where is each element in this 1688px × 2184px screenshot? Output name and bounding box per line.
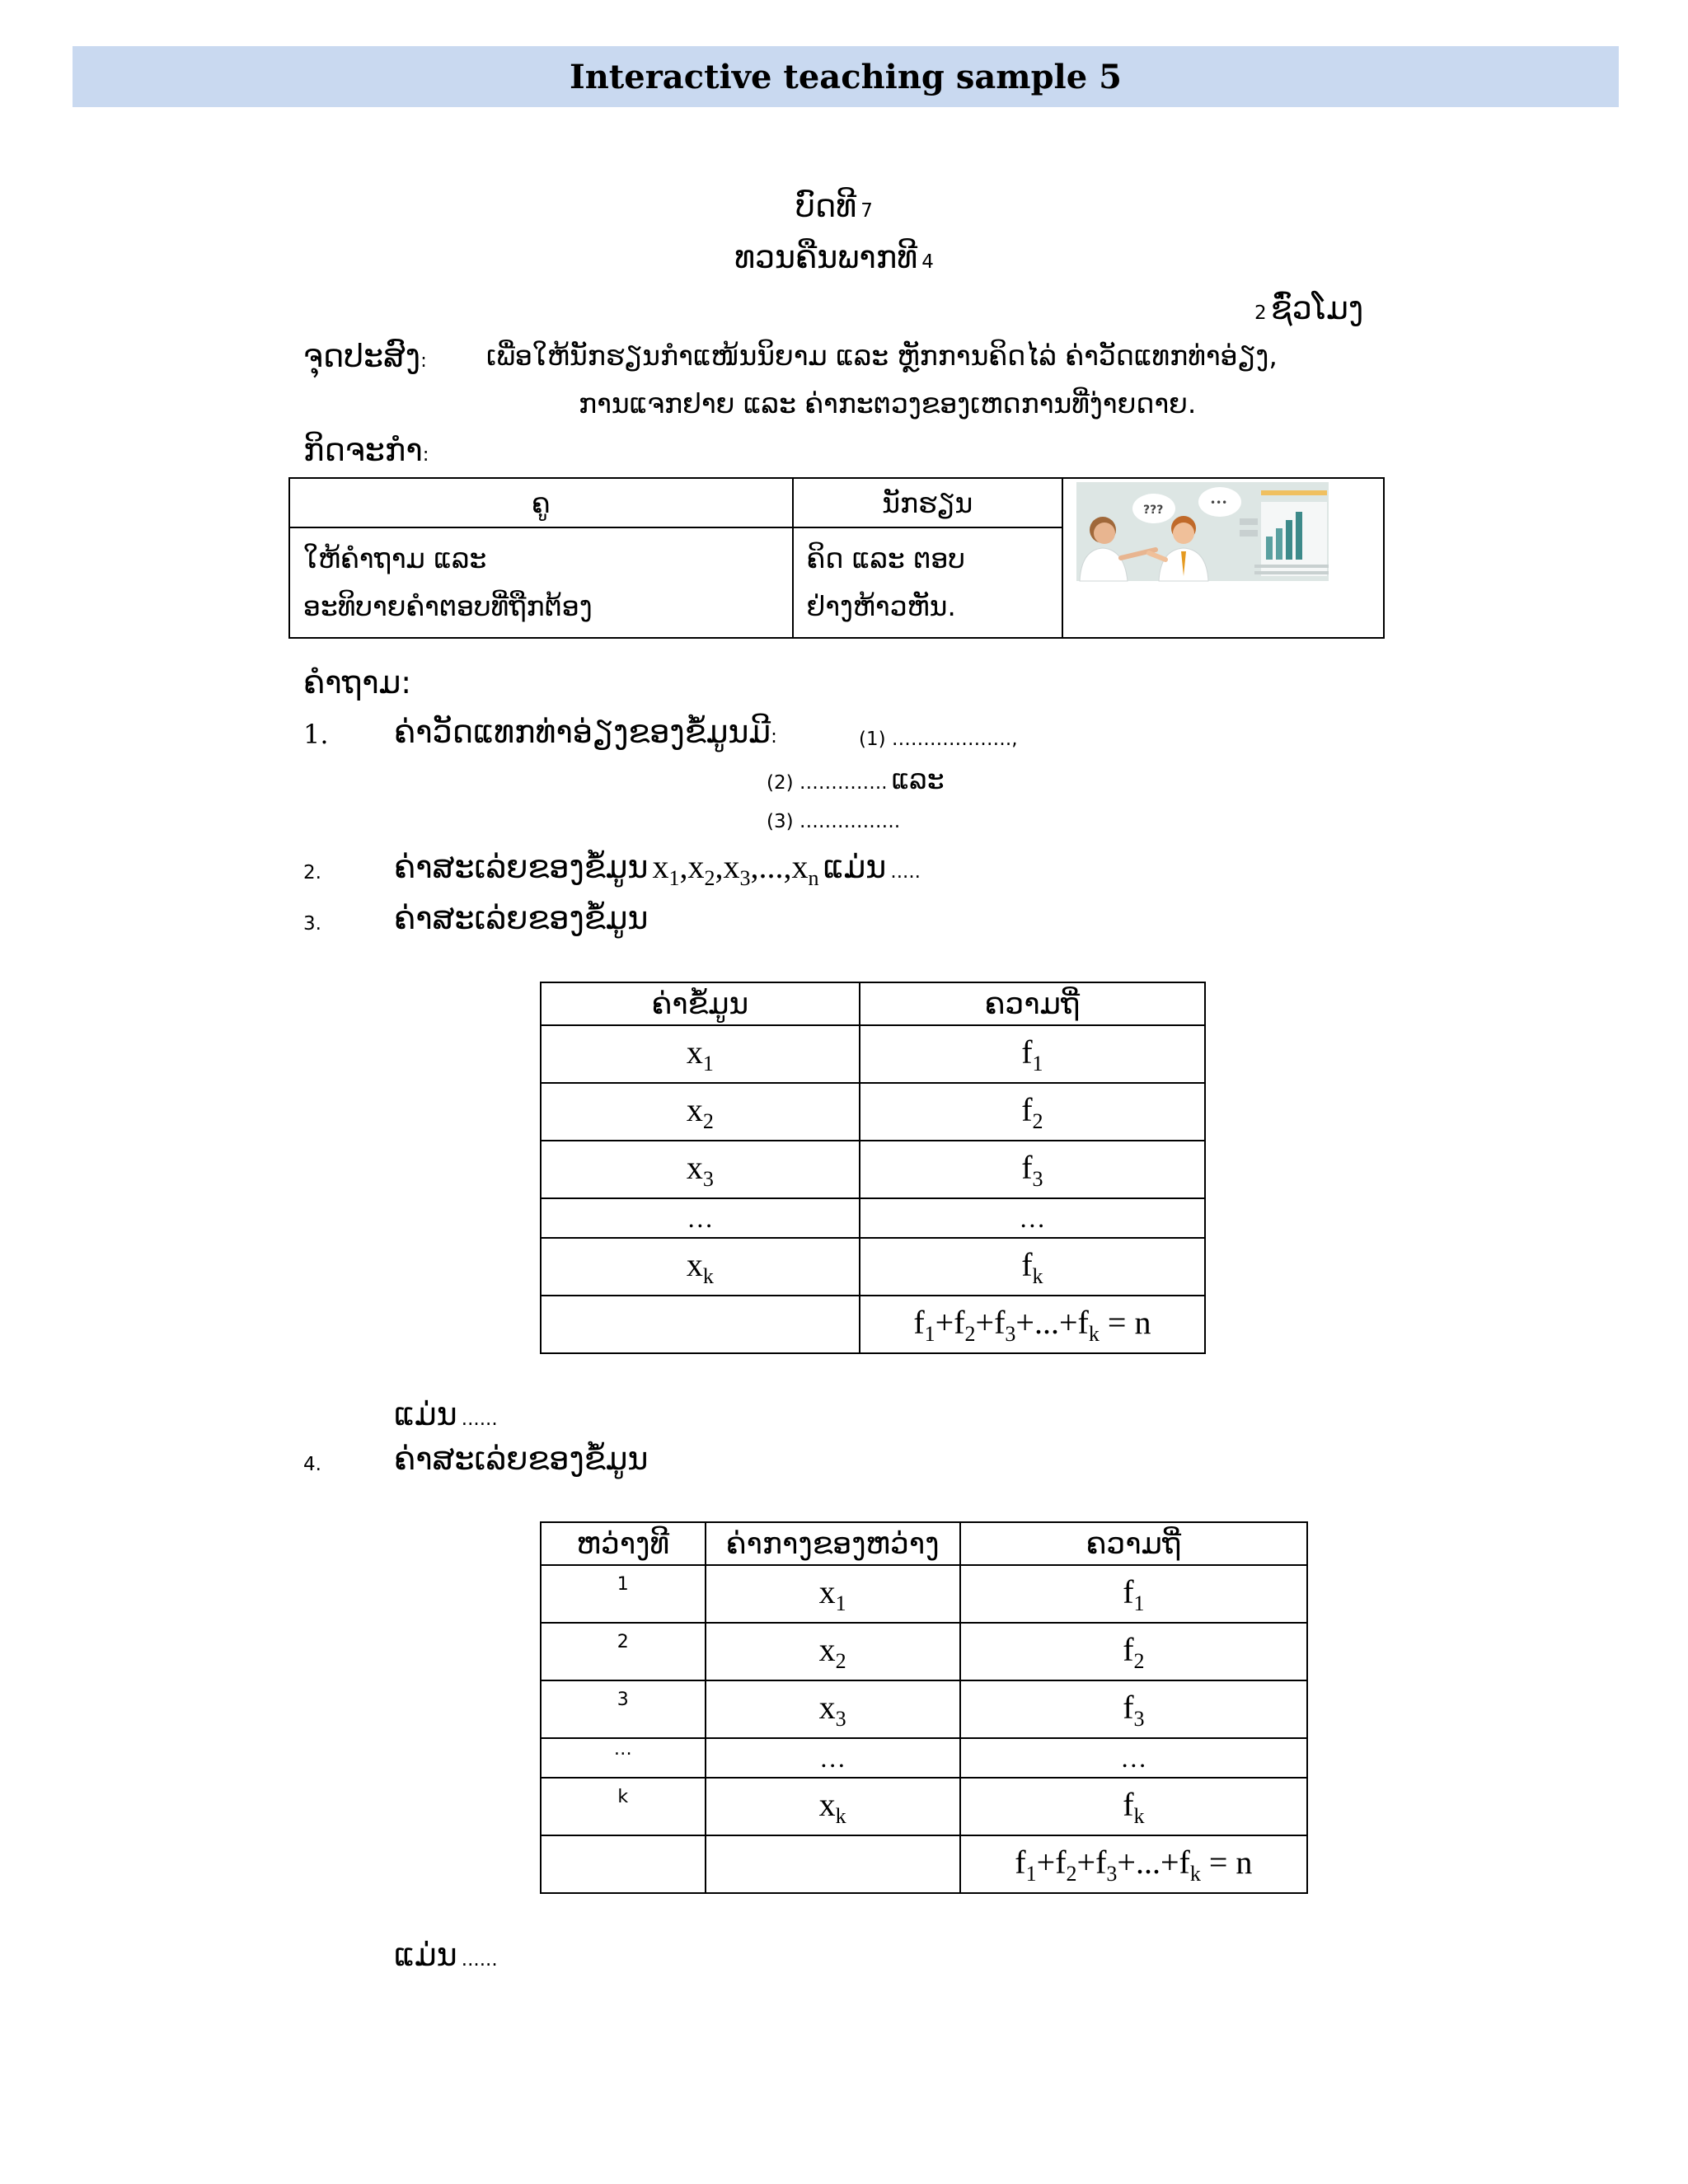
classroom-discussion-illustration <box>1063 479 1383 624</box>
q4-answer: ແມ່ນ ...... <box>394 1937 498 1973</box>
teacher-activity: ໃຫ້ຄໍາຖາມ ແລະ ອະທິບາຍຄໍາຕອບທີ່ຖືກຕ້ອງ <box>289 527 793 638</box>
q1-blank-1: (1) ………………., <box>859 729 1018 750</box>
table-row: $x_3$ $f_3$ <box>541 1141 1205 1198</box>
q3-number: 3. <box>303 913 321 935</box>
teacher-header: ຄູ <box>289 478 793 527</box>
frequency-table-1 <box>540 982 1206 1354</box>
questions-label: ຄໍາຖາມ: <box>303 664 412 701</box>
banner-title: Interactive teaching sample 5 <box>570 57 1122 96</box>
frequency-table-2 <box>540 1521 1308 1894</box>
table-row: $x_k$ $f_k$ <box>541 1238 1205 1296</box>
t2-header-interval: ຫວ່າງທີ <box>541 1522 706 1565</box>
q1-number: 1. <box>303 719 329 750</box>
q3-answer: ແມ່ນ ...... <box>394 1396 498 1432</box>
student-header: ນັກຮຽນ <box>793 478 1062 527</box>
table-row: k $x_k$ $f_k$ <box>541 1778 1307 1835</box>
activity-image-cell <box>1062 478 1384 638</box>
t1-total-formula: $f_1+f_2+f_3+...+f_k = n$ <box>860 1296 1205 1353</box>
q4-text: ຄ່າສະເລ່ຍຂອງຂໍ້ມູນ <box>394 1441 649 1477</box>
objective-label: ຈຸດປະສົງ: <box>303 338 427 374</box>
objective-line-1: ເພື່ອໃຫ້ນັກຮຽນກໍາແໜ້ນນິຍາມ ແລະ ຫຼັກການຄິດໄລ່ ຄ່າວັດແທກທ່າອ່ຽງ, <box>486 340 1278 372</box>
activity-table <box>288 477 1385 639</box>
table-total-row <box>541 1296 1205 1353</box>
table-row: $x_2$ $f_2$ <box>541 1083 1205 1141</box>
q2-number: 2. <box>303 862 321 883</box>
table-row: $x_1$ $f_1$ <box>541 1025 1205 1083</box>
table-row: … … … <box>541 1738 1307 1778</box>
q4-number: 4. <box>303 1454 321 1475</box>
q1-text: ຄ່າວັດແທກທ່າອ່ຽງຂອງຂໍ້ມູນມີ: <box>394 714 777 750</box>
table-row: 1 $x_1$ $f_1$ <box>541 1565 1307 1623</box>
activities-label: ກິດຈະກໍາ: <box>303 432 429 468</box>
table-row: 2 $x_2$ $f_2$ <box>541 1623 1307 1680</box>
bubble-question-marks: ??? <box>1142 504 1164 517</box>
t2-header-frequency: ຄວາມຖີ່ <box>960 1522 1307 1565</box>
q1-blank-2: (2) ………….. ແລະ <box>767 763 945 795</box>
objective-line-2: ການແຈກຢາຍ ແລະ ຄ່າກະຕວງຂອງເຫດການທີ່ງ່າຍດາຍ. <box>579 387 1197 419</box>
table-row: 3 $x_3$ $f_3$ <box>541 1680 1307 1738</box>
student-activity: ຄິດ ແລະ ຕອບ ຢ່າງຫ້າວຫັນ. <box>793 527 1062 638</box>
lesson-duration: 2 ຊົ່ວໂມງ <box>1254 290 1364 326</box>
bubble-dots: ••• <box>1209 497 1228 509</box>
lesson-subtitle: ທວນຄືນພາກທີ 4 <box>734 239 934 275</box>
table-total-row <box>541 1835 1307 1893</box>
q3-text: ຄ່າສະເລ່ຍຂອງຂໍ້ມູນ <box>394 900 649 936</box>
q2-formula: $x_1,x_2,x_3,...,x_n$ <box>652 848 819 890</box>
t1-header-value: ຄ່າຂໍ້ມູນ <box>541 982 860 1025</box>
lesson-title: ບົດທີ 7 <box>795 188 873 224</box>
t2-header-midpoint: ຄ່າກາງຂອງຫວ່າງ <box>706 1522 960 1565</box>
header-banner <box>73 46 1619 107</box>
table-row: … … <box>541 1198 1205 1238</box>
t2-total-formula: $f_1+f_2+f_3+...+f_k = n$ <box>960 1835 1307 1893</box>
t1-header-frequency: ຄວາມຖີ່ <box>860 982 1205 1025</box>
q1-blank-3: (3) ……………. <box>767 811 901 832</box>
q2-text: ຄ່າສະເລ່ຍຂອງຂໍ້ມູນ $x_1,x_2,x_3,...,x_n$ ແມ່ນ ..... <box>394 848 921 890</box>
